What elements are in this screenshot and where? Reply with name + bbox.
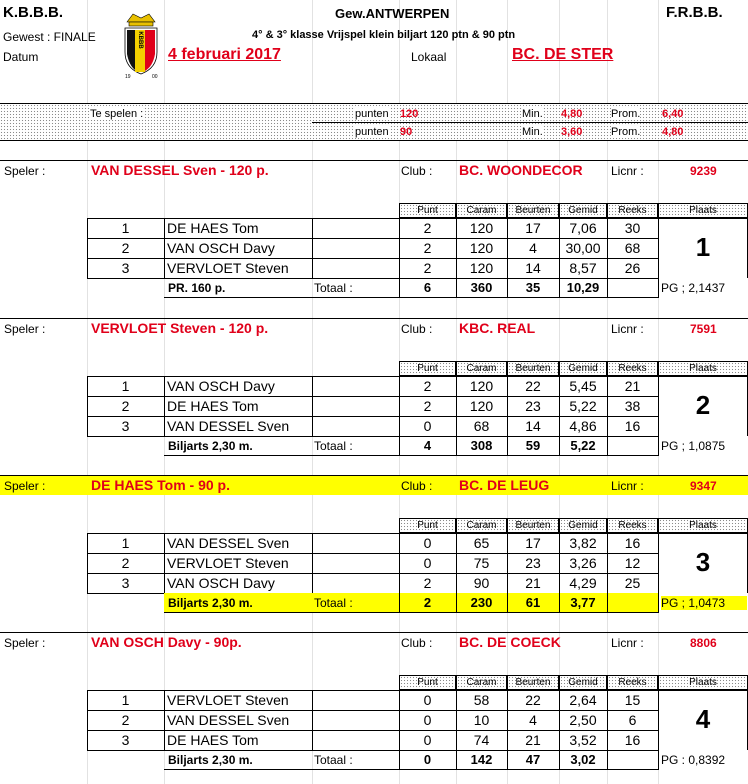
col-header-reeks: Reeks: [607, 203, 658, 218]
col-header-gemid: Gemid: [559, 203, 607, 218]
opponent-name: VAN OSCH Davy: [167, 378, 275, 394]
totals-col-line: [607, 593, 608, 613]
table-col-line: [607, 218, 608, 278]
col-header-beurten: Beurten: [507, 203, 559, 218]
match-caram: 75: [473, 555, 490, 571]
match-gemid: 2,64: [569, 692, 597, 708]
table-col-line: [399, 690, 400, 750]
note-text: Biljarts 2,30 m.: [168, 439, 253, 453]
total-caram: 360: [470, 280, 493, 295]
total-gemid: 5,22: [570, 438, 596, 453]
match-beurten: 22: [525, 378, 541, 394]
total-gemid: 10,29: [566, 280, 600, 295]
place-number: 2: [695, 390, 711, 420]
match-caram: 120: [469, 398, 494, 414]
pg-value: PG ; 2,1437: [661, 281, 726, 295]
match-beurten: 23: [525, 398, 541, 414]
licnr-value: 9347: [690, 479, 717, 493]
table-col-line: [607, 690, 608, 750]
opponent-name: VAN DESSEL Sven: [167, 418, 290, 434]
total-gemid: 3,77: [570, 595, 596, 610]
club-label: Club :: [401, 636, 433, 650]
match-nr: 3: [121, 575, 130, 591]
col-header-caram: Caram: [456, 675, 507, 690]
match-nr: 2: [121, 712, 130, 728]
note-text: Biljarts 2,30 m.: [168, 753, 253, 767]
player-name: VERVLOET Steven - 120 p.: [91, 320, 269, 336]
min-value-2: 3,60: [561, 126, 583, 138]
col-header-caram: Caram: [456, 203, 507, 218]
table-col-line: [559, 533, 560, 593]
table-col-line: [559, 376, 560, 436]
totals-col-line: [456, 593, 457, 613]
totaal-label: Totaal :: [314, 596, 353, 610]
kbbb-logo: [119, 12, 163, 80]
match-beurten: 22: [525, 692, 541, 708]
table-col-line: [507, 533, 508, 593]
te-spelen-label: Te spelen :: [90, 108, 144, 120]
totals-col-line: [559, 278, 560, 298]
club-label: Club :: [401, 322, 433, 336]
match-gemid: 3,52: [569, 732, 597, 748]
total-caram: 142: [470, 752, 493, 767]
licnr-label: Licnr :: [611, 479, 644, 493]
match-nr: 1: [121, 378, 130, 394]
opponent-name: VERVLOET Steven: [167, 555, 289, 571]
match-reeks: 16: [624, 535, 641, 551]
table-col-line: [559, 690, 560, 750]
match-beurten: 21: [525, 575, 541, 591]
match-nr: 3: [121, 418, 130, 434]
speler-label: Speler :: [4, 479, 46, 493]
pg-value: PG : 0,8392: [661, 753, 726, 767]
note-text: Biljarts 2,30 m.: [168, 596, 253, 610]
match-reeks: 21: [624, 378, 641, 394]
table-col-line: [507, 218, 508, 278]
col-header-beurten: Beurten: [507, 518, 559, 533]
match-nr: 1: [121, 535, 130, 551]
licnr-value: 9239: [690, 164, 717, 178]
totals-col-line: [658, 278, 659, 298]
col-header-gemid: Gemid: [559, 675, 607, 690]
table-col-line: [559, 218, 560, 278]
table-col-line: [87, 533, 88, 593]
match-beurten: 4: [529, 240, 537, 256]
match-reeks: 12: [624, 555, 641, 571]
totals-col-line: [399, 750, 400, 770]
punten-label-1: punten: [355, 108, 389, 120]
place-box-top: [658, 376, 748, 377]
match-beurten: 17: [525, 535, 541, 551]
match-punt: 0: [423, 712, 432, 728]
table-col-line: [456, 533, 457, 593]
col-header-reeks: Reeks: [607, 361, 658, 376]
table-col-line: [312, 218, 313, 278]
table-col-line: [164, 533, 165, 593]
place-number: 4: [695, 704, 711, 734]
date-value: 4 februari 2017: [168, 46, 281, 63]
speler-label: Speler :: [4, 164, 46, 178]
prom-value-1: 6,40: [662, 108, 684, 120]
table-col-line: [87, 690, 88, 750]
place-number: 3: [695, 547, 711, 577]
match-caram: 68: [473, 418, 490, 434]
totals-col-line: [399, 593, 400, 613]
totaal-label: Totaal :: [314, 281, 353, 295]
col-header-plaats: Plaats: [658, 203, 748, 218]
match-punt: 0: [423, 418, 432, 434]
match-gemid: 3,82: [569, 535, 597, 551]
totals-col-line: [399, 278, 400, 298]
match-reeks: 6: [628, 712, 637, 728]
col-header-plaats: Plaats: [658, 518, 748, 533]
table-col-line: [164, 376, 165, 436]
speler-label: Speler :: [4, 636, 46, 650]
min-label-2: Min.: [522, 126, 543, 138]
match-caram: 120: [469, 260, 494, 276]
match-nr: 2: [121, 555, 130, 571]
totals-col-line: [658, 436, 659, 456]
match-gemid: 5,45: [569, 378, 597, 394]
licnr-value: 8806: [690, 636, 717, 650]
match-punt: 2: [423, 398, 432, 414]
match-beurten: 14: [525, 418, 541, 434]
opponent-name: VAN OSCH Davy: [167, 575, 275, 591]
club-name: BC. DE COECK: [459, 634, 561, 650]
table-col-line: [87, 376, 88, 436]
match-punt: 0: [423, 535, 432, 551]
total-caram: 230: [470, 595, 493, 610]
total-beurten: 35: [525, 280, 541, 295]
totals-col-line: [559, 750, 560, 770]
pg-value: PG ; 1,0473: [661, 596, 747, 610]
col-header-caram: Caram: [456, 518, 507, 533]
match-reeks: 30: [624, 220, 641, 236]
opponent-name: DE HAES Tom: [167, 398, 259, 414]
speler-label: Speler :: [4, 322, 46, 336]
place-box-top: [658, 533, 748, 534]
total-beurten: 47: [525, 752, 541, 767]
col-header-gemid: Gemid: [559, 361, 607, 376]
punten-value-1: 120: [400, 108, 419, 120]
match-caram: 90: [473, 575, 490, 591]
match-gemid: 3,26: [569, 555, 597, 571]
totals-col-line: [607, 278, 608, 298]
opponent-name: VERVLOET Steven: [167, 260, 289, 276]
place-box-top: [658, 690, 748, 691]
totals-col-line: [607, 750, 608, 770]
min-value-1: 4,80: [561, 108, 583, 120]
totals-col-line: [559, 593, 560, 613]
table-col-line: [164, 218, 165, 278]
match-gemid: 4,86: [569, 418, 597, 434]
club-label: Club :: [401, 164, 433, 178]
totaal-label: Totaal :: [314, 439, 353, 453]
prom-label-2: Prom.: [611, 126, 641, 138]
licnr-value: 7591: [690, 322, 717, 336]
total-caram: 308: [470, 438, 493, 453]
match-caram: 120: [469, 240, 494, 256]
opponent-name: VERVLOET Steven: [167, 692, 289, 708]
club-name: BC. WOONDECOR: [459, 162, 583, 178]
match-nr: 1: [121, 692, 130, 708]
table-col-line: [456, 690, 457, 750]
col-header-punt: Punt: [399, 203, 456, 218]
match-punt: 2: [423, 378, 432, 394]
match-caram: 120: [469, 378, 494, 394]
match-caram: 10: [473, 712, 490, 728]
match-reeks: 25: [624, 575, 641, 591]
player-name: VAN DESSEL Sven - 120 p.: [91, 162, 269, 178]
total-punt: 2: [423, 595, 432, 610]
match-reeks: 38: [624, 398, 641, 414]
match-nr: 3: [121, 260, 130, 276]
col-header-beurten: Beurten: [507, 361, 559, 376]
prom-label-1: Prom.: [611, 108, 641, 120]
match-nr: 2: [121, 240, 130, 256]
match-nr: 3: [121, 732, 130, 748]
match-reeks: 26: [624, 260, 641, 276]
match-beurten: 17: [525, 220, 541, 236]
match-gemid: 2,50: [569, 712, 597, 728]
club-name: BC. DE LEUG: [459, 477, 550, 493]
col-header-beurten: Beurten: [507, 675, 559, 690]
center-title: Gew.ANTWERPEN: [335, 6, 450, 21]
place-box-top: [658, 218, 748, 219]
match-reeks: 15: [624, 692, 641, 708]
club-name: KBC. REAL: [459, 320, 536, 336]
licnr-label: Licnr :: [611, 636, 644, 650]
venue-label: Lokaal: [411, 50, 447, 64]
opponent-name: DE HAES Tom: [167, 732, 259, 748]
match-beurten: 4: [529, 712, 537, 728]
pg-value: PG ; 1,0875: [661, 439, 726, 453]
match-gemid: 4,29: [569, 575, 597, 591]
licnr-label: Licnr :: [611, 322, 644, 336]
match-gemid: 7,06: [569, 220, 597, 236]
match-punt: 2: [423, 260, 432, 276]
venue-value: BC. DE STER: [512, 46, 614, 63]
table-col-line: [607, 376, 608, 436]
table-col-line: [456, 376, 457, 436]
col-header-punt: Punt: [399, 675, 456, 690]
table-col-line: [312, 690, 313, 750]
match-reeks: 68: [624, 240, 641, 256]
table-col-line: [399, 376, 400, 436]
total-beurten: 61: [525, 595, 541, 610]
licnr-label: Licnr :: [611, 164, 644, 178]
match-gemid: 30,00: [565, 240, 601, 256]
match-caram: 65: [473, 535, 490, 551]
match-beurten: 14: [525, 260, 541, 276]
match-caram: 58: [473, 692, 490, 708]
match-reeks: 16: [624, 418, 641, 434]
col-header-reeks: Reeks: [607, 518, 658, 533]
player-name: VAN OSCH Davy - 90p.: [91, 634, 242, 650]
table-col-line: [399, 218, 400, 278]
table-col-line: [87, 218, 88, 278]
match-punt: 2: [423, 240, 432, 256]
totals-col-line: [658, 750, 659, 770]
opponent-name: DE HAES Tom: [167, 220, 259, 236]
col-header-plaats: Plaats: [658, 675, 748, 690]
frbb-title: F.R.B.B.: [666, 4, 723, 21]
totals-col-line: [399, 436, 400, 456]
logo-letters: KBBB: [137, 31, 143, 49]
totals-col-line: [658, 593, 659, 613]
match-gemid: 8,57: [569, 260, 597, 276]
col-header-reeks: Reeks: [607, 675, 658, 690]
match-gemid: 5,22: [569, 398, 597, 414]
totaal-label: Totaal :: [314, 753, 353, 767]
punten-label-2: punten: [355, 126, 389, 138]
totals-col-line: [507, 750, 508, 770]
min-label-1: Min.: [522, 108, 543, 120]
place-number: 1: [695, 232, 711, 262]
total-punt: 0: [423, 752, 432, 767]
logo-year-left: 19: [125, 74, 131, 80]
match-caram: 120: [469, 220, 494, 236]
col-header-caram: Caram: [456, 361, 507, 376]
total-punt: 6: [423, 280, 432, 295]
kbbb-title: K.B.B.B.: [3, 4, 63, 21]
totals-col-line: [507, 593, 508, 613]
total-beurten: 59: [525, 438, 541, 453]
table-col-line: [607, 533, 608, 593]
table-col-line: [164, 690, 165, 750]
match-beurten: 23: [525, 555, 541, 571]
totals-col-line: [607, 436, 608, 456]
totals-col-line: [559, 436, 560, 456]
table-col-line: [312, 376, 313, 436]
table-col-line: [507, 690, 508, 750]
total-gemid: 3,02: [570, 752, 596, 767]
totals-col-line: [456, 436, 457, 456]
table-col-line: [399, 533, 400, 593]
totals-col-line: [507, 278, 508, 298]
opponent-name: VAN OSCH Davy: [167, 240, 275, 256]
match-reeks: 16: [624, 732, 641, 748]
col-header-plaats: Plaats: [658, 361, 748, 376]
match-nr: 1: [121, 220, 130, 236]
totals-col-line: [456, 750, 457, 770]
match-punt: 0: [423, 555, 432, 571]
match-caram: 74: [473, 732, 490, 748]
note-text: PR. 160 p.: [168, 281, 226, 295]
match-punt: 0: [423, 732, 432, 748]
col-header-gemid: Gemid: [559, 518, 607, 533]
table-col-line: [456, 218, 457, 278]
match-punt: 2: [423, 575, 432, 591]
table-col-line: [312, 533, 313, 593]
col-header-punt: Punt: [399, 518, 456, 533]
totals-col-line: [456, 278, 457, 298]
match-beurten: 21: [525, 732, 541, 748]
logo-year-right: 00: [152, 74, 158, 80]
competition-subtitle: 4° & 3° klasse Vrijspel klein biljart 120 ptn & 90 ptn: [252, 29, 516, 41]
player-name: DE HAES Tom - 90 p.: [91, 477, 230, 493]
opponent-name: VAN DESSEL Sven: [167, 535, 290, 551]
col-header-punt: Punt: [399, 361, 456, 376]
match-nr: 2: [121, 398, 130, 414]
match-punt: 2: [423, 220, 432, 236]
total-punt: 4: [423, 438, 432, 453]
prom-value-2: 4,80: [662, 126, 684, 138]
club-label: Club :: [401, 479, 433, 493]
totals-col-line: [507, 436, 508, 456]
match-punt: 0: [423, 692, 432, 708]
punten-value-2: 90: [400, 126, 413, 138]
region-label: Gewest : FINALE: [3, 30, 96, 44]
table-col-line: [507, 376, 508, 436]
opponent-name: VAN DESSEL Sven: [167, 712, 290, 728]
date-label: Datum: [3, 50, 39, 64]
targets-strip: [0, 103, 748, 141]
